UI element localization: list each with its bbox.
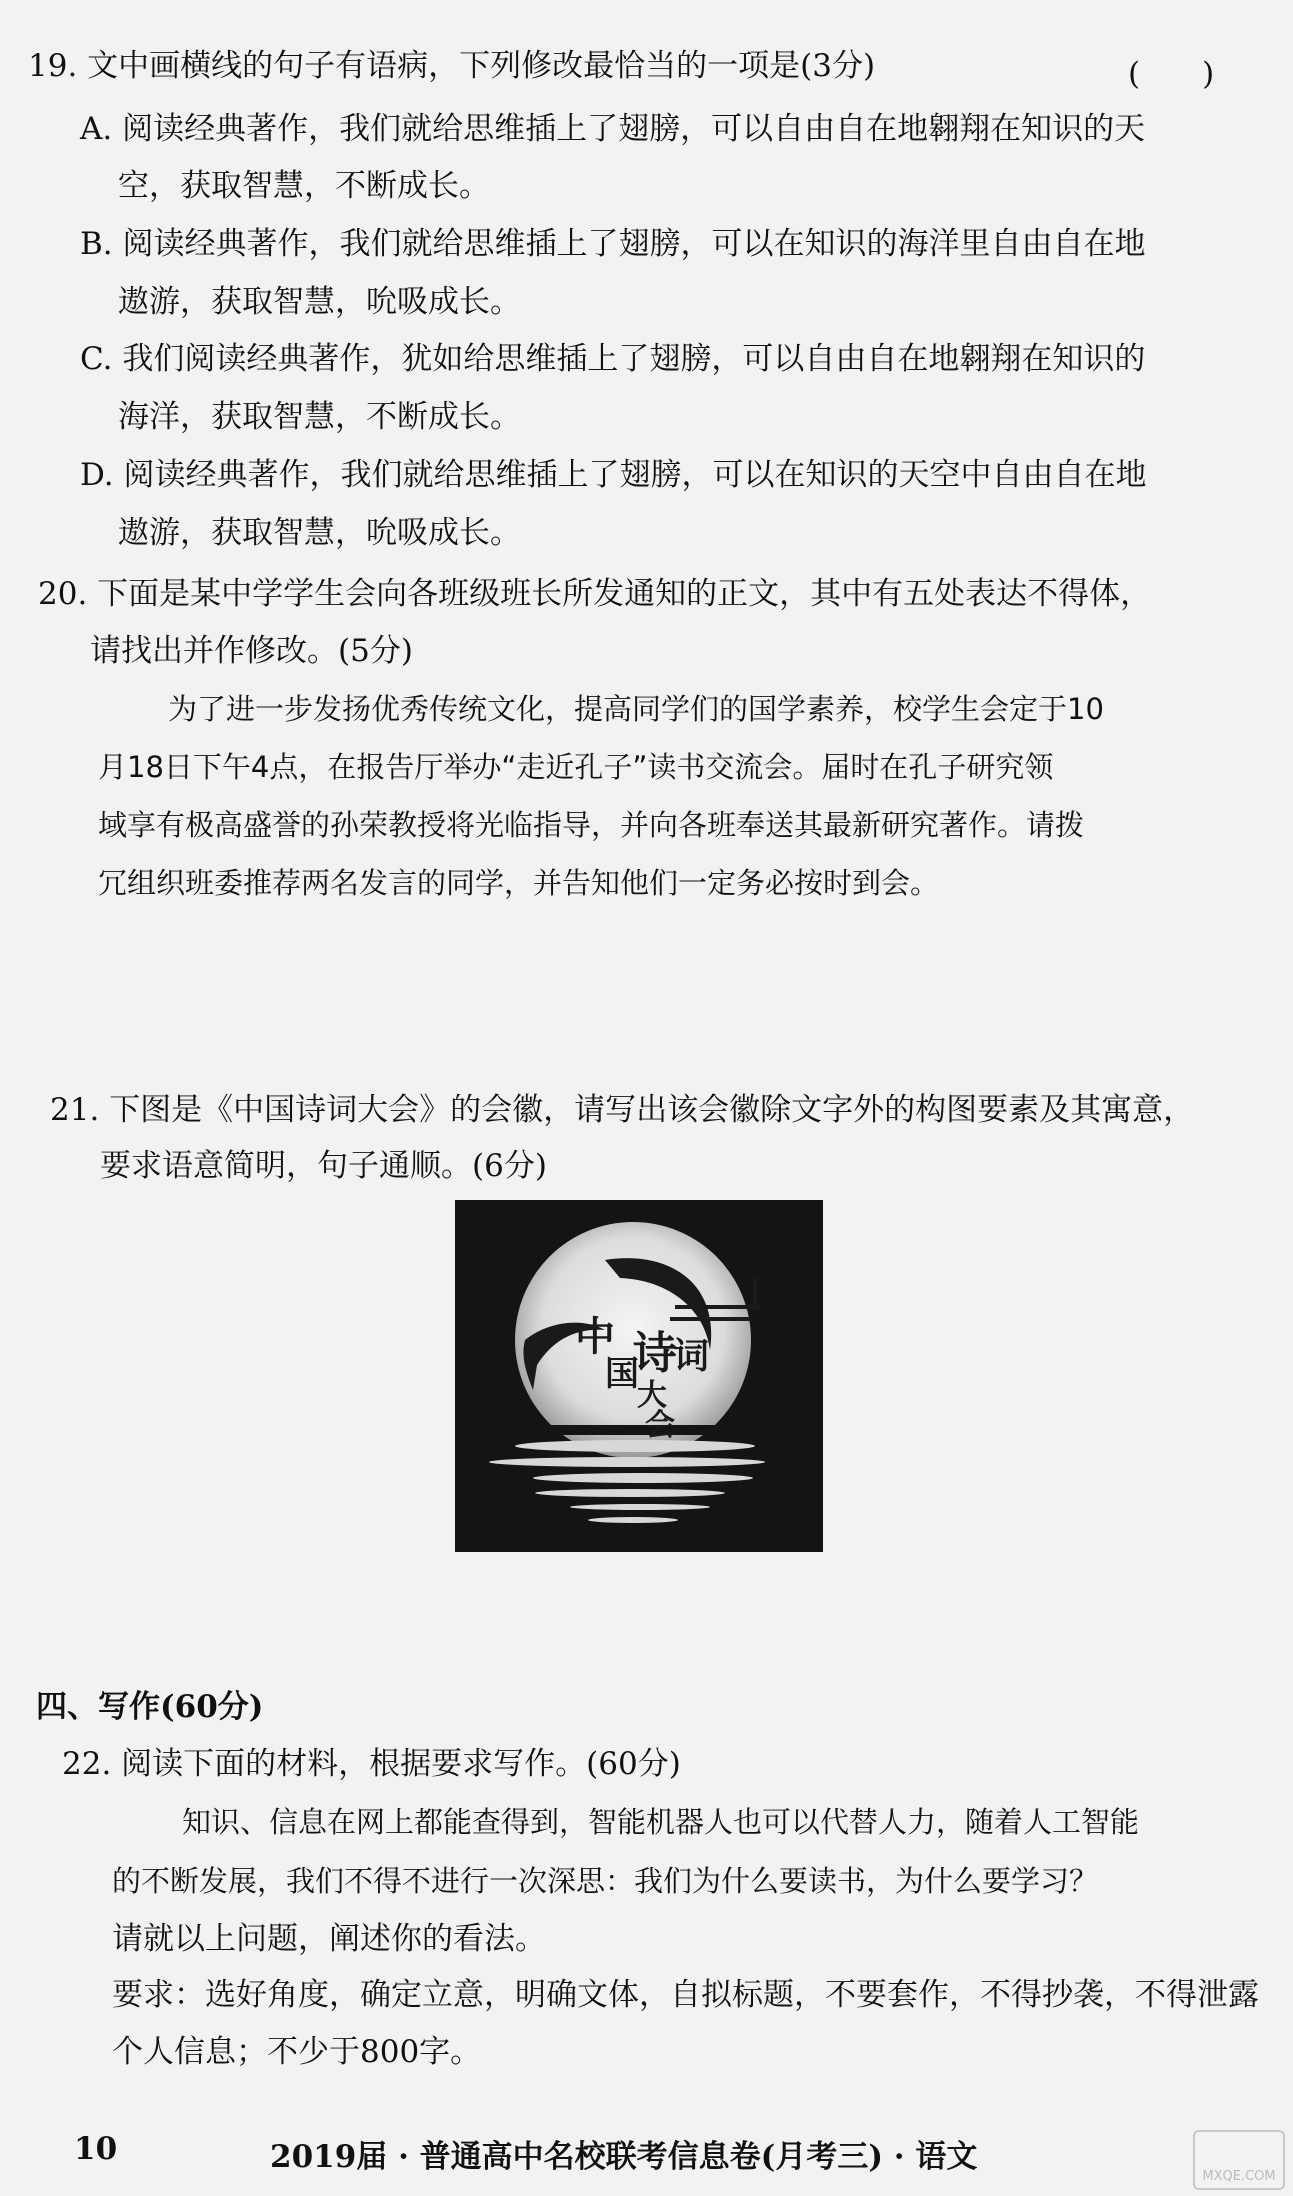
emblem-char-4: 词 [673,1335,710,1377]
q20-stem-line1: 20. 下面是某中学学生会向各班级班长所发通知的正文，其中有五处表达不得体， [38,576,1152,612]
emblem-char-2: 国 [605,1354,639,1394]
q21-stem-line1: 21. 下图是《中国诗词大会》的会徽，请写出该会徽除文字外的构图要素及其寓意， [50,1092,1195,1128]
watermark-text: MXQE.COM [1202,2169,1276,2184]
poetry-conference-emblem [455,1200,823,1552]
q19-option-b-line2: 遨游，获取智慧，吮吸成长。 [118,284,521,320]
q20-notice-line1: 为了进一步发扬优秀传统文化，提高同学们的国学素养，校学生会定于10 [168,692,1104,726]
q22-stem: 22. 阅读下面的材料，根据要求写作。(60分) [62,1746,681,1782]
q19-option-b-line1: B. 阅读经典著作，我们就给思维插上了翅膀，可以在知识的海洋里自由自在地 [80,226,1146,262]
emblem-char-3: 诗 [633,1328,677,1379]
section-4-title: 四、写作(60分) [36,1689,264,1725]
q19-option-c-line2: 海洋，获取智慧，不断成长。 [118,399,521,435]
footer-title: 2019届 · 普通高中名校联考信息卷(月考三) · 语文 [270,2139,978,2175]
q19-option-a-line2: 空，获取智慧，不断成长。 [118,168,490,204]
q19-option-a-line1: A. 阅读经典著作，我们就给思维插上了翅膀，可以自由自在地翱翔在知识的天 [80,111,1146,147]
q20-notice-line2: 月18日下午4点，在报告厅举办“走近孔子”读书交流会。届时在孔子研究领 [98,750,1054,784]
q22-requirements-line2: 个人信息；不少于800字。 [112,2034,482,2070]
emblem-char-1: 中 [575,1313,615,1360]
q19-stem: 19. 文中画横线的句子有语病，下列修改最恰当的一项是(3分) [28,48,876,84]
q21-stem-line2: 要求语意简明，句子通顺。(6分) [100,1148,547,1184]
emblem-char-6: 会 [645,1408,675,1443]
q19-answer-paren: ( ) [1128,56,1215,92]
q22-prompt: 请就以上问题，阐述你的看法。 [112,1921,546,1957]
q22-requirements-line1: 要求：选好角度，确定立意，明确文体，自拟标题，不要套作，不得抄袭，不得泄露 [112,1977,1259,2013]
q22-material-line1: 知识、信息在网上都能查得到，智能机器人也可以代替人力，随着人工智能 [182,1805,1140,1839]
q22-material-line2: 的不断发展，我们不得不进行一次深思：我们为什么要读书，为什么要学习？ [112,1864,1099,1898]
q19-option-d-line2: 遨游，获取智慧，吮吸成长。 [118,515,521,551]
q19-option-c-line1: C. 我们阅读经典著作，犹如给思维插上了翅膀，可以自由自在地翱翔在知识的 [80,341,1146,377]
q20-notice-line4: 冗组织班委推荐两名发言的同学，并告知他们一定务必按时到会。 [98,866,940,900]
watermark-logo [1193,2130,1285,2190]
q19-option-d-line1: D. 阅读经典著作，我们就给思维插上了翅膀，可以在知识的天空中自由自在地 [80,457,1147,493]
q20-stem-line2: 请找出并作修改。(5分) [90,633,413,669]
page-number: 10 [74,2131,118,2167]
q20-notice-line3: 域享有极高盛誉的孙荣教授将光临指导，并向各班奉送其最新研究著作。请拨 [98,808,1085,842]
emblem-char-5: 大 [637,1378,667,1413]
